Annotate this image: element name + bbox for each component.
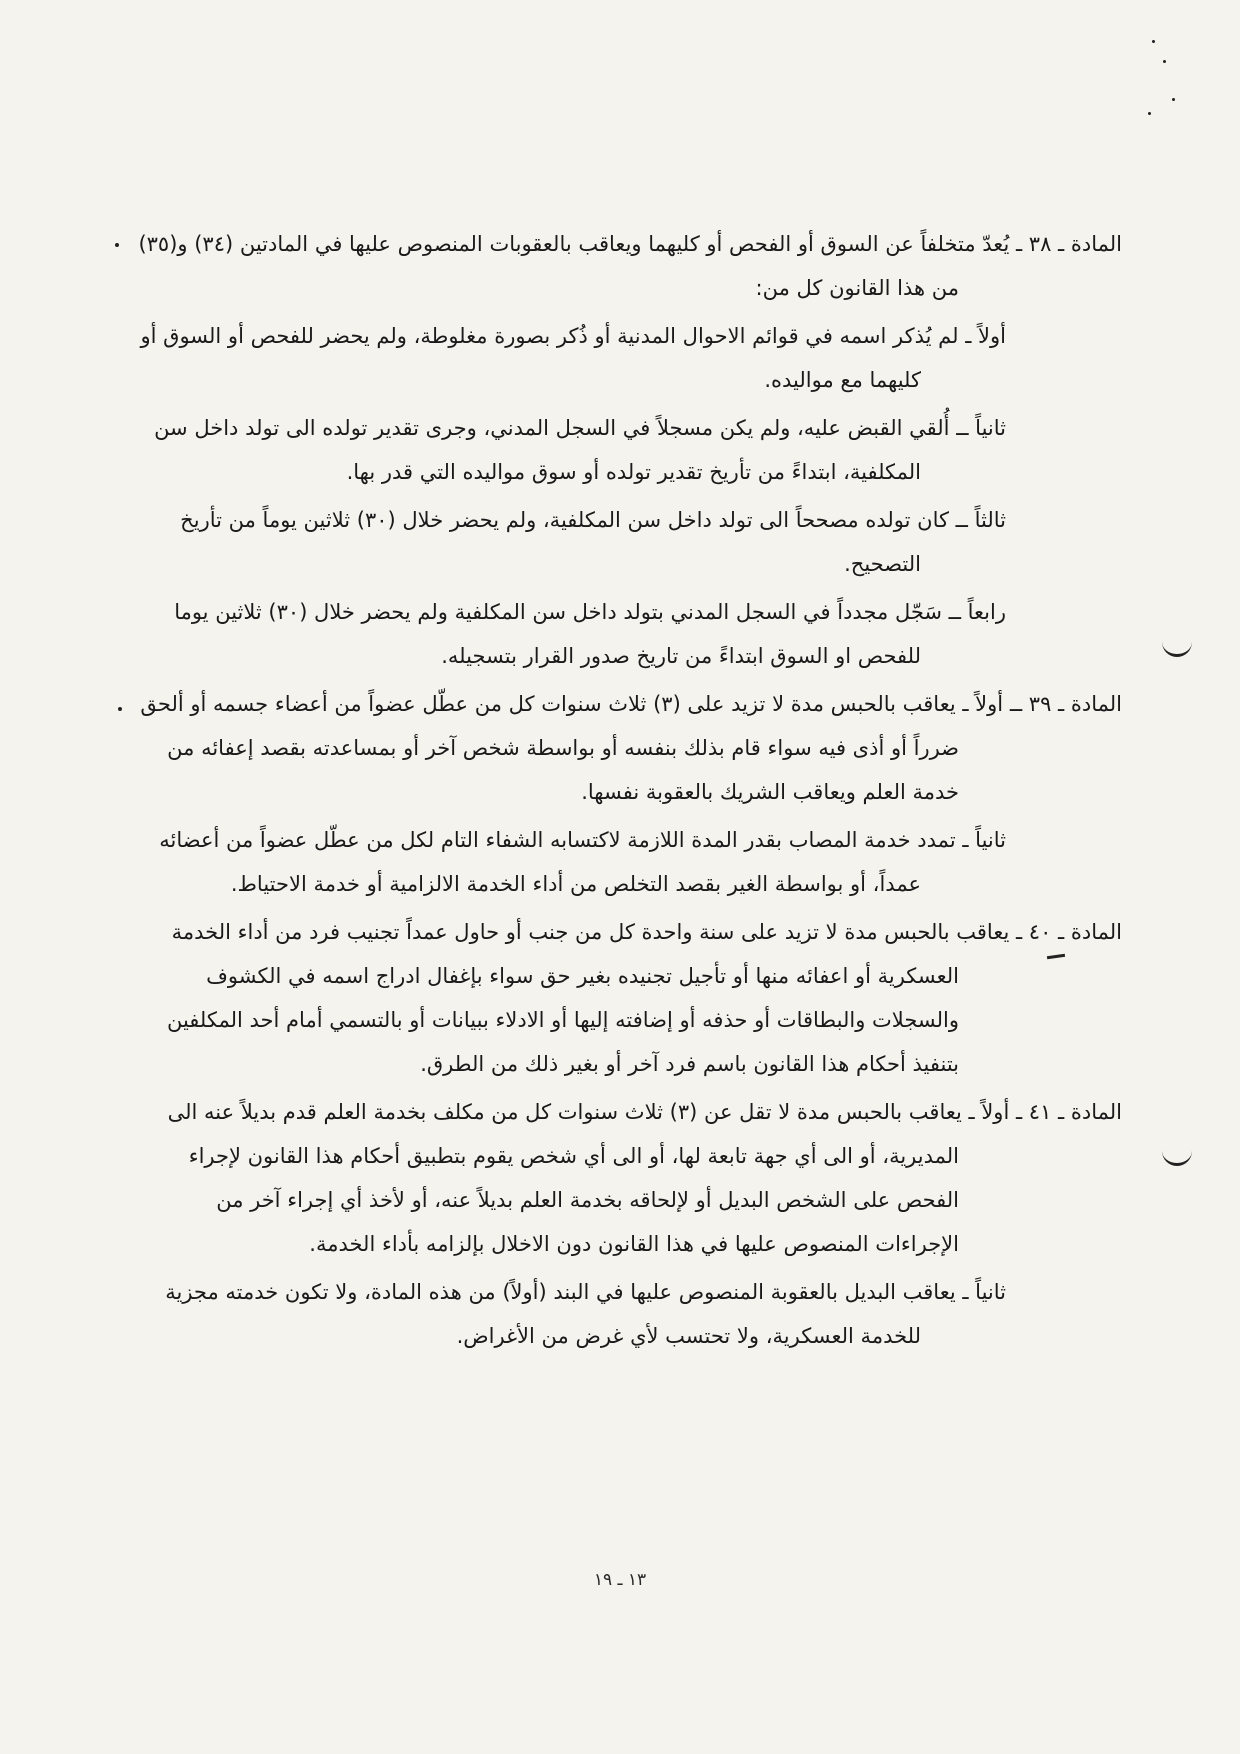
scan-speck (115, 243, 119, 247)
article-40: المادة ـ ٤٠ ـ يعاقب بالحبس مدة لا تزيد على سنة واحدة كل من جنب أو حاول عمداً تجنيب فرد من أداء الخدمة العسكرية أو اعفائه منها أو تأجيل تجنيده بغير حق سواء بإغفال ادراج اسمه في الكشوف والسجلات والبطاقات أو حذفه أو إضافته إليها أو الادلاء ببيانات أو بالتسمي أمام أحد المكلفين بتنفيذ أحكام هذا القانون باسم فرد آخر أو بغير ذلك من الطرق. (166, 920, 1122, 1076)
punch-hole-mark (1162, 1147, 1192, 1166)
article-39-clause-2: ثانياً ـ تمدد خدمة المصاب بقدر المدة اللازمة لاكتسابه الشفاء التام لكل من عطّل عضواً من أعضائه عمداً، أو بواسطة الغير بقصد التخلص من أداء الخدمة الالزامية أو خدمة الاحتياط. (159, 828, 1006, 896)
article-38-clause-4: رابعاً ــ سَجّل مجدداً في السجل المدني بتولد داخل سن المكلفية ولم يحضر خلال (٣٠) ثلاثين يوما للفحص او السوق ابتداءً من تاريخ صدور القرار بتسجيله. (174, 600, 1006, 668)
scan-speck (1152, 40, 1155, 43)
scan-speck (1172, 98, 1175, 101)
article-39: المادة ـ ٣٩ ــ أولاً ـ يعاقب بالحبس مدة لا تزيد على (٣) ثلاث سنوات كل من عطّل عضواً من أعضاء جسمه أو ألحق ضرراً أو أذى فيه سواء قام بذلك بنفسه أو بواسطة شخص آخر أو بمساعدته بقصد إعفائه من خدمة العلم ويعاقب الشريك بالعقوبة نفسها. (140, 692, 1122, 804)
article-41-clause-2: ثانياً ـ يعاقب البديل بالعقوبة المنصوص عليها في البند (أولاً) من هذه المادة، ولا تكون خدمته مجزية للخدمة العسكرية، ولا تحتسب لأي غرض من الأغراض. (165, 1280, 1006, 1348)
punch-hole-mark (1162, 638, 1192, 657)
page-number: ١٣ ـ ١٩ (593, 1570, 647, 1590)
article-38-clause-2: ثانياً ــ أُلقي القبض عليه، ولم يكن مسجلاً في السجل المدني، وجرى تقدير تولده الى تولد داخل سن المكلفية، ابتداءً من تأريخ تقدير تولده أو سوق مواليده التي قدر بها. (154, 416, 1006, 484)
article-38: المادة ـ ٣٨ ـ يُعدّ متخلفاً عن السوق أو الفحص أو كليهما ويعاقب بالعقوبات المنصوص عليها في المادتين (٣٤) و(٣٥) من هذا القانون كل من: (138, 232, 1122, 300)
document-body (132, 222, 1122, 1362)
article-38-clause-1: أولاً ـ لم يُذكر اسمه في قوائم الاحوال المدنية أو ذُكر بصورة مغلوطة، ولم يحضر للفحص أو السوق أو كليهما مع مواليده. (140, 324, 1006, 392)
scan-speck (1148, 112, 1151, 115)
article-38-clause-3: ثالثاً ــ كان تولده مصححاً الى تولد داخل سن المكلفية، ولم يحضر خلال (٣٠) ثلاثين يوماً من تأريخ التصحيح. (180, 508, 1006, 576)
scan-speck (1163, 60, 1166, 63)
scan-speck (118, 707, 122, 711)
article-41: المادة ـ ٤١ ـ أولاً ـ يعاقب بالحبس مدة لا تقل عن (٣) ثلاث سنوات كل من مكلف بخدمة العلم قدم بديلاً عنه الى المديرية، أو الى أي جهة تابعة لها، أو الى أي شخص يقوم بتطبيق أحكام هذا القانون لإجراء الفحص على الشخص البديل أو لإلحاقه بخدمة العلم بديلاً عنه، أو لأخذ أي إجراء آخر من الإجراءات المنصوص عليها في هذا القانون دون الاخلال بإلزامه بأداء الخدمة. (167, 1100, 1122, 1256)
